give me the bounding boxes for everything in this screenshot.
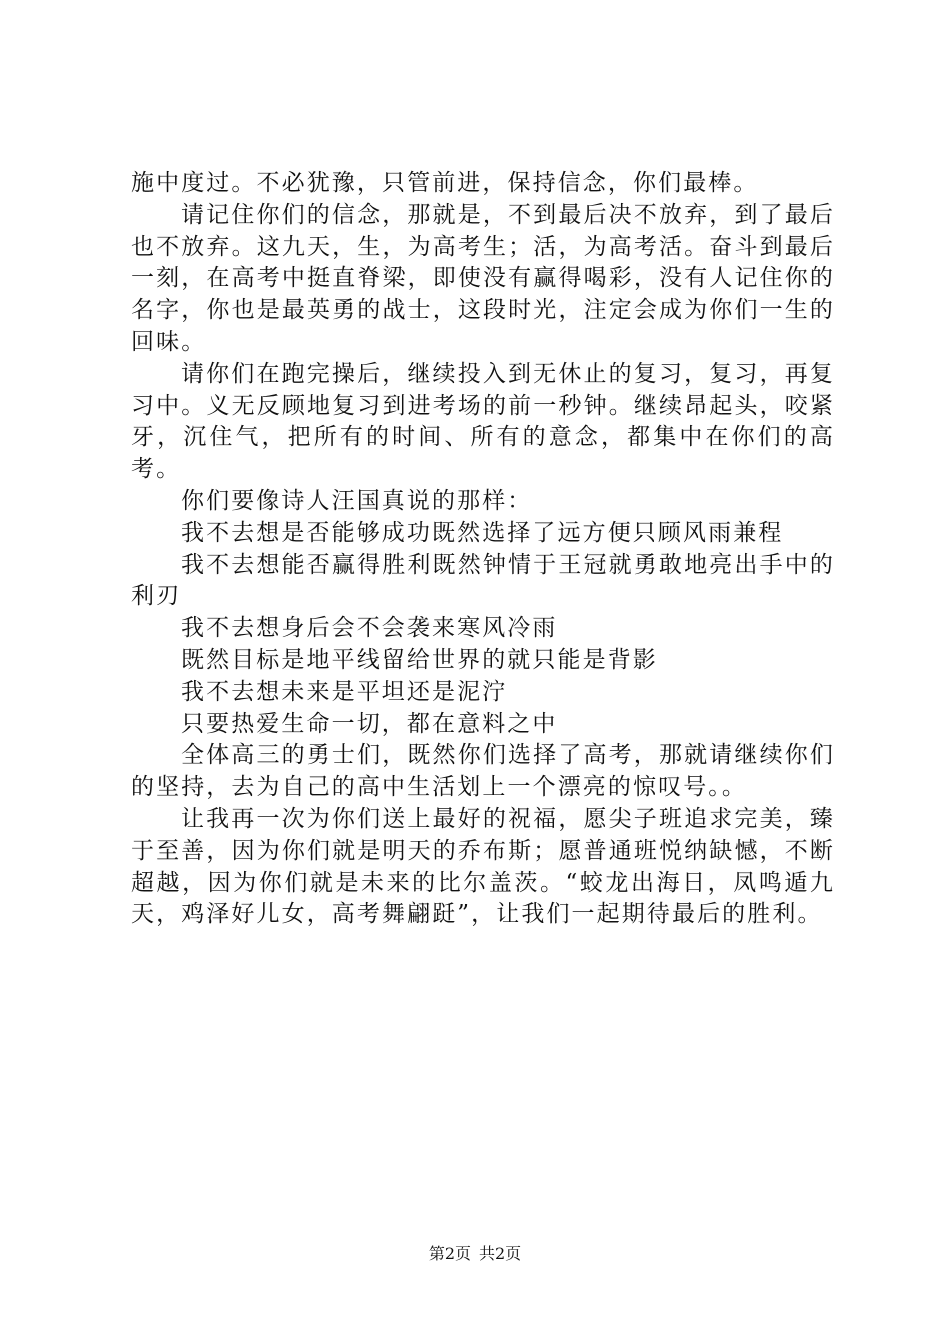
paragraph: 施中度过。不必犹豫，只管前进，保持信念，你们最棒。 xyxy=(131,170,759,196)
document-body xyxy=(131,168,835,931)
paragraph: 你们要像诗人汪国真说的那样： xyxy=(181,487,533,514)
poem-line: 我不去想身后会不会袭来寒风冷雨 xyxy=(181,615,558,642)
poem-line: 我不去想能否赢得胜利既然钟情于王冠就勇敢地亮出手中的利刃 xyxy=(131,551,835,610)
poem-line: 既然目标是地平线留给世界的就只能是背影 xyxy=(181,646,658,673)
poem-line: 我不去想是否能够成功既然选择了远方便只顾风雨兼程 xyxy=(181,519,784,546)
paragraph: 全体高三的勇士们，既然你们选择了高考，那就请继续你们的坚持，去为自己的高中生活划上一个漂亮的惊叹号。。 xyxy=(131,742,835,801)
paragraph: 让我再一次为你们送上最好的祝福，愿尖子班追求完美，臻于至善，因为你们就是明天的乔布斯；愿普通班悦纳缺憾，不断超越，因为你们就是未来的比尔盖茨。“蛟龙出海日，凤鸣遁九天，鸡泽好儿女，高考舞翩跹”，让我们一起期待最后的胜利。 xyxy=(131,805,835,928)
page-footer xyxy=(0,1244,950,1264)
page-total: 共2页 xyxy=(479,1244,522,1263)
page-number: 第2页 xyxy=(428,1244,471,1263)
paragraph: 请记住你们的信念，那就是，不到最后决不放弃，到了最后也不放弃。这九天，生，为高考生；活，为高考活。奋斗到最后一刻，在高考中挺直脊梁，即使没有赢得喝彩，没有人记住你的名字，你也是最英勇的战士，这段时光，注定会成为你们一生的回味。 xyxy=(131,201,835,355)
paragraph: 请你们在跑完操后，继续投入到无休止的复习，复习，再复习中。义无反顾地复习到进考场的前一秒钟。继续昂起头，咬紧牙，沉住气，把所有的时间、所有的意念，都集中在你们的高考。 xyxy=(131,360,835,483)
poem-line: 只要热爱生命一切，都在意料之中 xyxy=(181,710,558,737)
poem-line: 我不去想未来是平坦还是泥泞 xyxy=(181,678,508,705)
